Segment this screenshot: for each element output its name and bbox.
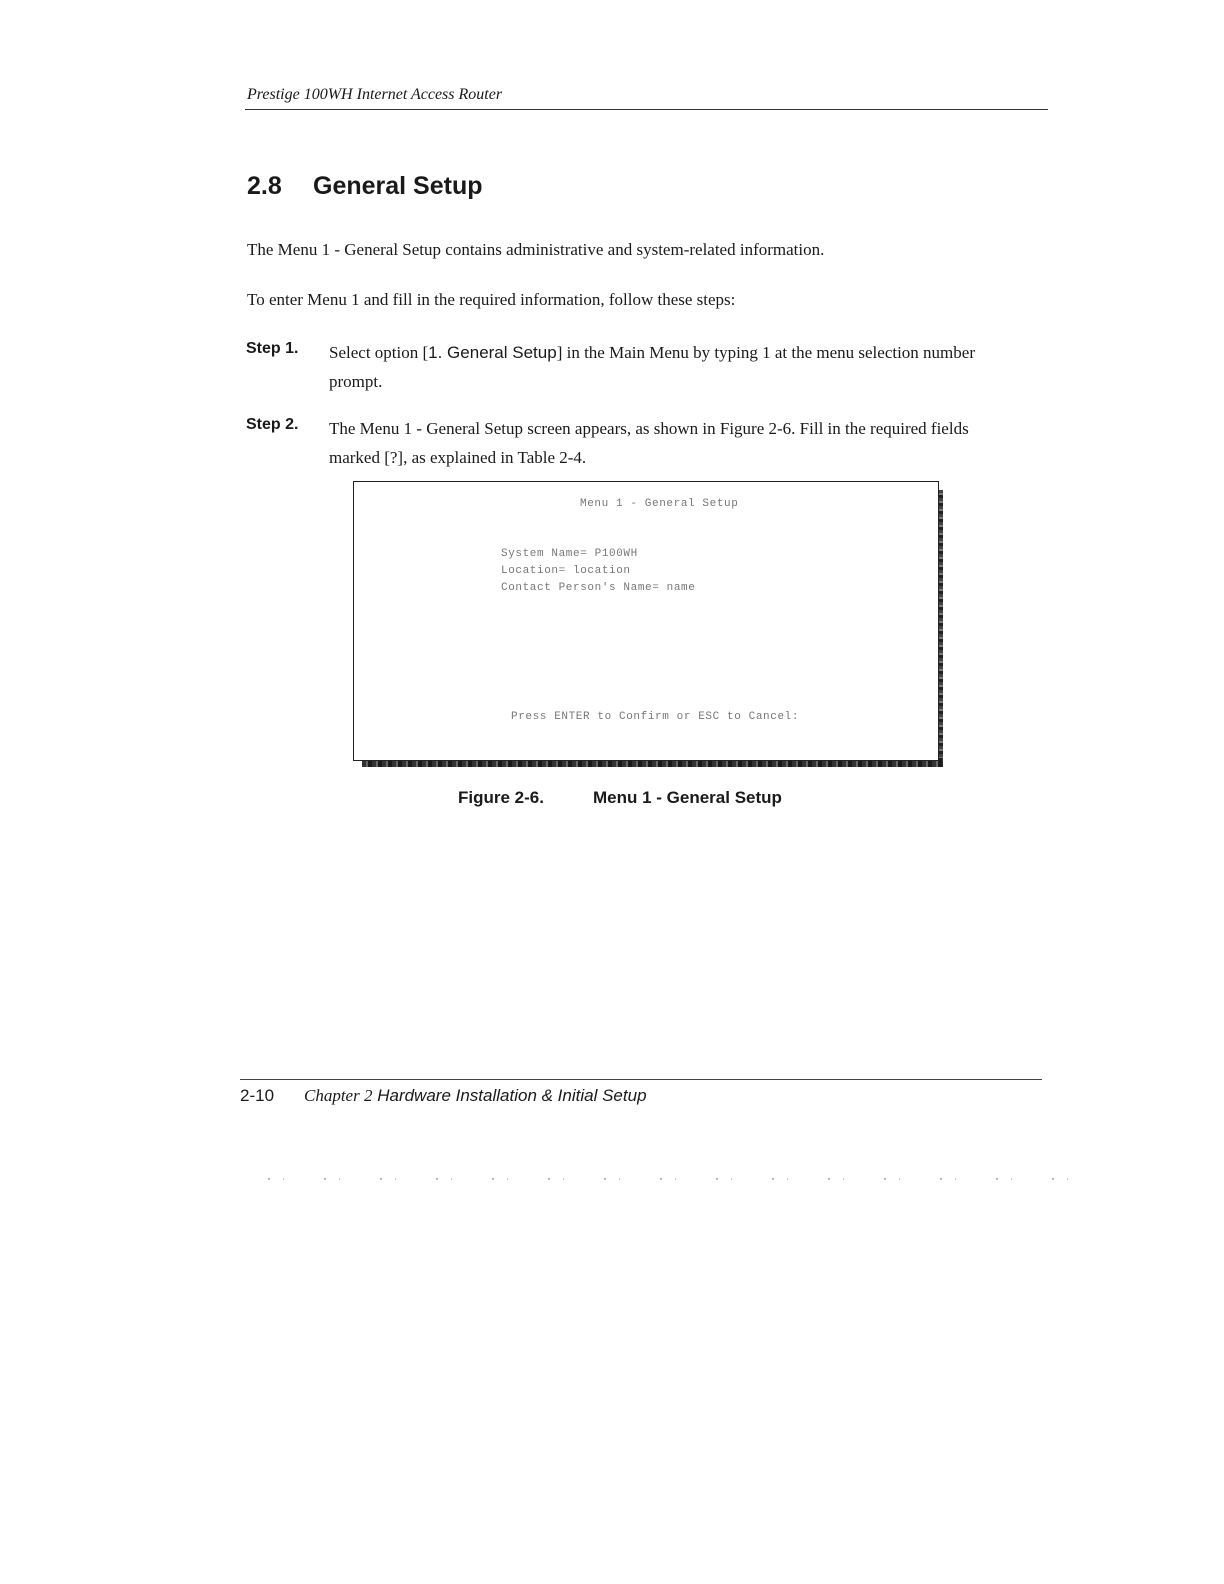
section-number: 2.8 [247,172,282,200]
header-rule [245,109,1048,110]
menu-option: 1. General Setup [428,343,557,362]
terminal-prompt: Press ENTER to Confirm or ESC to Cancel: [511,711,800,723]
figure-label: Figure 2-6. [458,788,544,807]
figure-caption [458,788,782,808]
terminal-field: System Name= P100WH [501,548,638,560]
section-heading [247,172,483,201]
step-label: Step 2. [246,416,299,433]
terminal-title: Menu 1 - General Setup [580,498,739,510]
running-header: Prestige 100WH Internet Access Router [247,86,503,103]
footer-chapter-title: Hardware Installation & Initial Setup [372,1086,647,1105]
step-text-before: Select option [ [329,343,429,362]
figure-title: Menu 1 - General Setup [593,788,782,807]
footer-chapter: Chapter 2 [304,1086,373,1105]
terminal-field: Contact Person's Name= name [501,582,696,594]
page-number: 2-10 [240,1086,275,1105]
step-text: The Menu 1 - General Setup screen appears, as shown in Figure 2-6. Fill in the required fields marked [?], as explained in Table 2-4. [329,419,969,467]
page-footer [240,1086,647,1106]
footer-rule [240,1079,1042,1080]
step-text-after: ] in the Main Menu by typing 1 at the menu selection number prompt. [329,343,975,391]
step-label: Step 1. [246,340,299,357]
terminal-screen [353,481,939,761]
enter-paragraph: To enter Menu 1 and fill in the required information, follow these steps: [247,290,736,309]
terminal-field: Location= location [501,565,631,577]
scan-artifact [228,1178,1100,1180]
step-text [329,338,999,396]
section-title: General Setup [313,172,483,200]
intro-paragraph: The Menu 1 - General Setup contains administrative and system-related information. [247,240,825,259]
